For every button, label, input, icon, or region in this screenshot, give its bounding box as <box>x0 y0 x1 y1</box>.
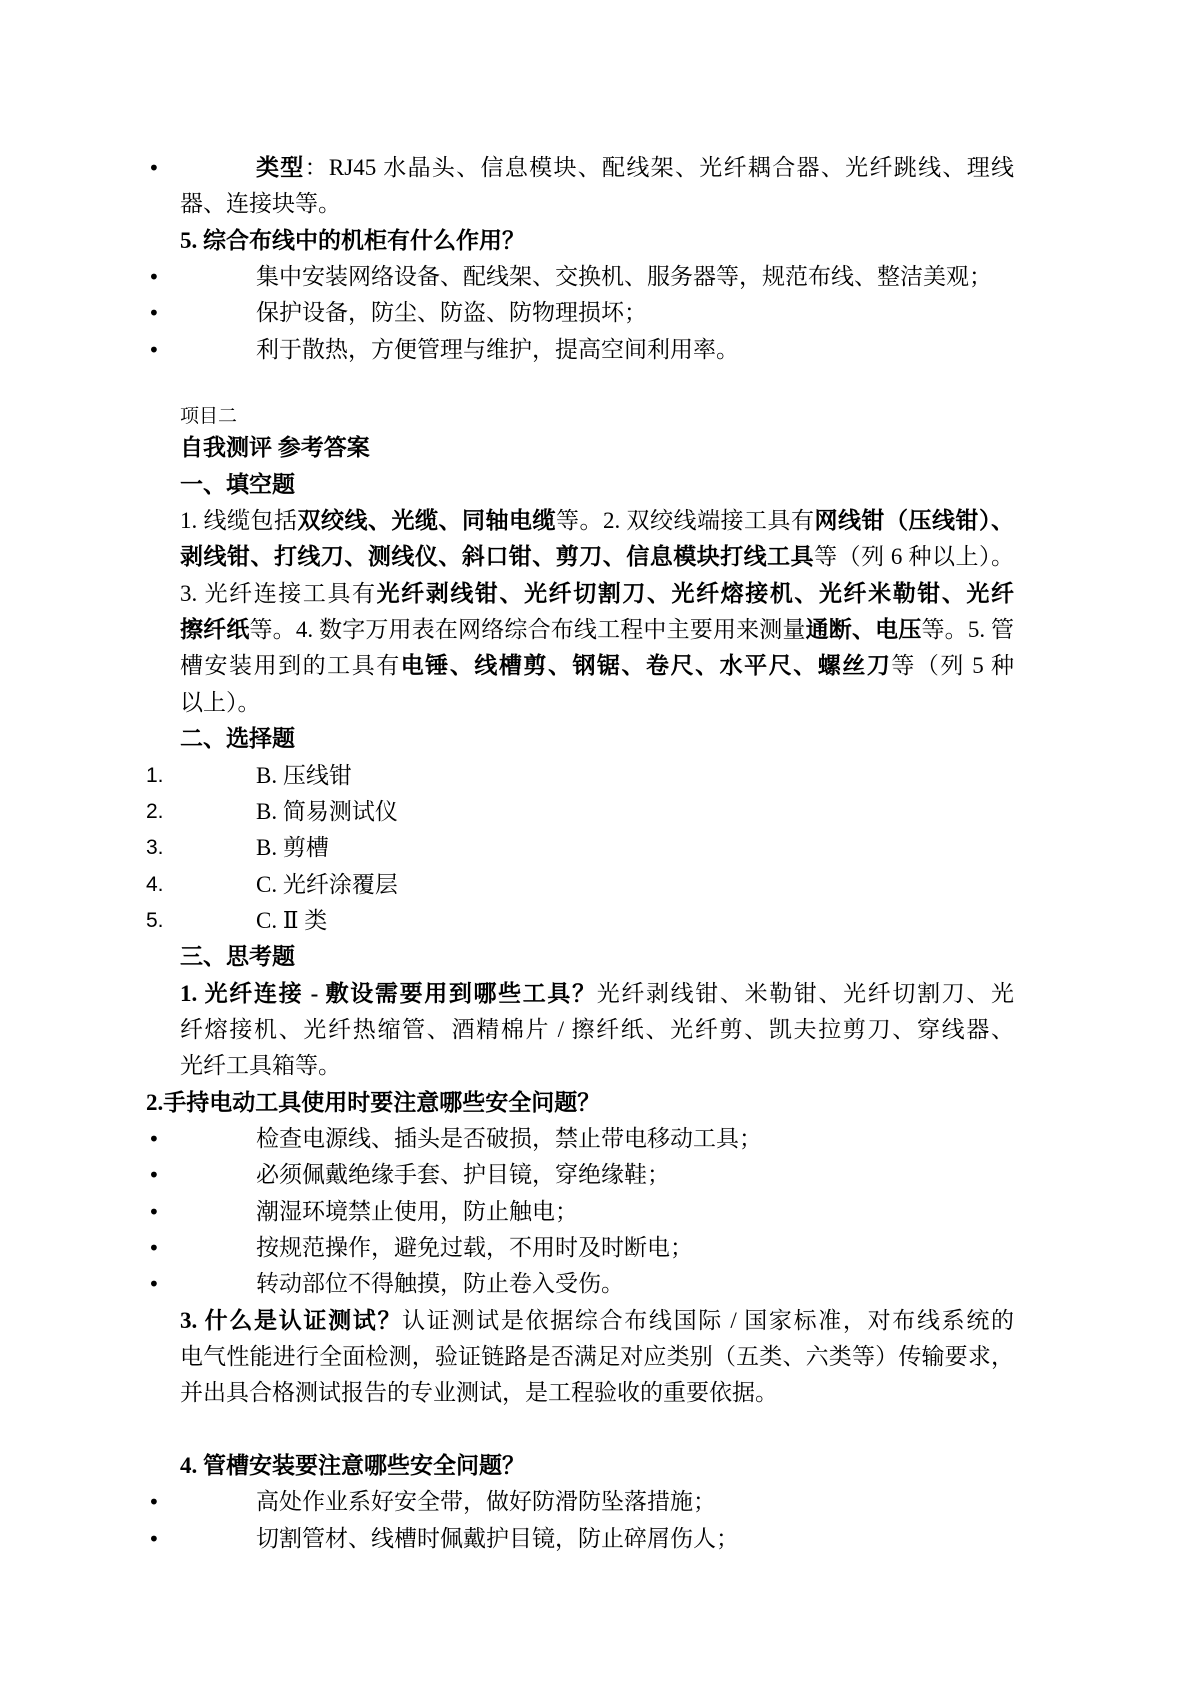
text-run: B. 剪槽 <box>256 835 329 861</box>
bullet-item <box>148 1121 1014 1157</box>
bullet-marker: • <box>148 1199 160 1224</box>
text-run: B. 简易测试仪 <box>256 798 398 824</box>
bold-text-run: 二、选择题 <box>180 726 295 752</box>
text-run: 槽安装用到的工具有 <box>180 653 401 679</box>
bullet-item <box>148 150 1015 223</box>
bullet-item <box>148 1484 1014 1520</box>
text-run: 高处作业系好安全带，做好防滑防坠落措施； <box>256 1489 716 1515</box>
bullet-item <box>148 1194 1014 1230</box>
bold-text-run: 一、填空题 <box>180 471 295 497</box>
bold-text-run: 通断、电压 <box>805 617 922 643</box>
bullet-marker: • <box>148 1272 160 1297</box>
text-line <box>180 1266 1014 1302</box>
text-line <box>180 576 1014 612</box>
bullet-marker: • <box>148 1526 160 1551</box>
bold-text-run: 3. 什么是认证测试？ <box>180 1307 403 1333</box>
bullet-marker: • <box>148 265 160 290</box>
bullet-marker: • <box>148 156 160 180</box>
text-line <box>180 721 1014 757</box>
text-line <box>180 1448 1014 1484</box>
bold-text-run: 4. 管槽安装要注意哪些安全问题？ <box>180 1453 525 1479</box>
bullet-marker: • <box>148 301 160 326</box>
bold-text-run: 类型 <box>256 155 305 180</box>
text-run: 光纤剥线钳、米勒钳、光纤切割刀、光 <box>596 980 1014 1006</box>
text-line <box>180 1484 1014 1520</box>
text-run: 光纤工具箱等。 <box>180 1053 341 1079</box>
text-line <box>146 1085 1014 1121</box>
text-run: 纤熔接机、光纤热缩管、酒精棉片 / 擦纤纸、光纤剪、凯夫拉剪刀、穿线器、 <box>180 1016 1014 1042</box>
text-line <box>180 939 1014 975</box>
blank-line <box>180 1412 1014 1448</box>
text-run: 1. 线缆包括 <box>180 508 298 534</box>
text-run: 必须佩戴绝缘手套、护目镜，穿绝缘鞋； <box>256 1162 670 1188</box>
text-line <box>180 186 1014 222</box>
choice-answer-item <box>146 794 1014 830</box>
text-line <box>180 648 1014 684</box>
bullet-item <box>148 295 1014 331</box>
heading <box>180 467 1014 503</box>
text-line <box>180 503 1014 539</box>
answer-paragraph <box>180 1303 1014 1412</box>
bold-text-run: 三、思考题 <box>180 944 295 970</box>
text-run: 保护设备，防尘、防盗、防物理损坏； <box>256 300 647 326</box>
text-run: C. Ⅱ 类 <box>256 907 328 933</box>
text-run: 按规范操作，避免过载，不用时及时断电； <box>256 1234 693 1260</box>
bullet-item <box>148 1157 1014 1193</box>
text-line <box>180 1157 1014 1193</box>
text-run: 集中安装网络设备、配线架、交换机、服务器等，规范布线、整洁美观； <box>256 264 992 290</box>
text-run: C. 光纤涂覆层 <box>256 871 398 897</box>
document-body <box>146 150 1015 1557</box>
bullet-item <box>148 1230 1014 1266</box>
text-line <box>180 1012 1014 1048</box>
bold-text-run: 1. 光纤连接 - 敷设需要用到哪些工具？ <box>180 980 597 1006</box>
text-line <box>180 758 1014 794</box>
text-run: 检查电源线、插头是否破损，禁止带电移动工具； <box>256 1125 762 1151</box>
text-run: 切割管材、线槽时佩戴护目镜，防止碎屑伤人； <box>256 1525 739 1551</box>
text-run: B. 压线钳 <box>256 762 352 788</box>
text-line <box>180 830 1014 866</box>
bold-text-run: 5. 综合布线中的机柜有什么作用？ <box>180 227 525 253</box>
text-run: 利于散热，方便管理与维护，提高空间利用率。 <box>256 336 739 362</box>
heading <box>180 223 1014 259</box>
bullet-marker: • <box>148 1490 160 1515</box>
bullet-marker: • <box>148 337 160 362</box>
text-run: 器、连接块等。 <box>180 191 341 217</box>
project-label <box>180 404 1014 430</box>
bold-text-run: 网线钳（压线钳）、 <box>814 508 1014 534</box>
text-line <box>180 794 1014 830</box>
text-line <box>180 1121 1014 1157</box>
text-run: 项目二 <box>180 406 238 428</box>
text-line <box>180 430 1014 466</box>
text-line <box>180 867 1014 903</box>
text-line <box>180 295 1014 331</box>
text-line <box>180 404 1014 430</box>
bullet-marker: • <box>148 1126 160 1151</box>
text-line <box>180 332 1014 368</box>
text-line <box>180 1339 1014 1375</box>
text-line <box>180 1303 1014 1339</box>
text-run: 认证测试是依据综合布线国际 / 国家标准，对布线系统的 <box>402 1307 1015 1333</box>
bold-text-run: 电锤、线槽剪、钢锯、卷尺、水平尺、螺丝刀 <box>400 653 892 679</box>
text-run: 并出具合格测试报告的专业测试，是工程验收的重要依据。 <box>180 1380 778 1406</box>
text-line <box>180 223 1014 259</box>
text-run: 等（列 6 种以上）。 <box>814 544 1015 570</box>
text-run: 电气性能进行全面检测，验证链路是否满足对应类别（五类、六类等）传输要求， <box>180 1344 1014 1369</box>
text-line <box>180 903 1014 939</box>
text-line <box>180 150 1014 186</box>
text-line <box>180 1048 1014 1084</box>
bullet-marker: • <box>148 1235 160 1260</box>
text-line <box>180 976 1014 1012</box>
text-line <box>180 685 1014 721</box>
choice-answer-item <box>146 867 1014 903</box>
list-number: 2. <box>146 799 164 823</box>
bold-text-run: 剥线钳、打线刀、测线仪、斜口钳、剪刀、信息模块打线工具 <box>180 544 815 570</box>
text-line <box>180 1521 1014 1557</box>
list-number: 4. <box>146 872 164 896</box>
bullet-marker: • <box>148 1163 160 1188</box>
choice-answer-item <box>146 830 1014 866</box>
choice-answer-item <box>146 758 1014 794</box>
list-number: 3. <box>146 836 164 860</box>
bold-text-run: 擦纤纸 <box>180 617 250 643</box>
bullet-item <box>148 1266 1014 1302</box>
text-line <box>180 259 1014 295</box>
heading <box>180 430 1014 466</box>
bold-text-run: 光纤剥线钳、光纤切割刀、光纤熔接机、光纤米勒钳、光纤 <box>376 580 1015 606</box>
bullet-item <box>148 1521 1014 1557</box>
list-number: 5. <box>146 908 164 932</box>
text-line <box>180 467 1014 503</box>
text-run: 等。4. 数字万用表在网络综合布线工程中主要用来测量 <box>249 617 806 643</box>
text-line <box>180 612 1014 648</box>
blank-line <box>180 368 1014 404</box>
heading <box>180 721 1014 757</box>
text-run: 等。5. 管 <box>921 617 1015 643</box>
list-number: 1. <box>146 763 164 787</box>
text-run: 转动部位不得触摸，防止卷入受伤。 <box>256 1271 624 1297</box>
bullet-item <box>148 332 1014 368</box>
heading <box>180 1448 1014 1484</box>
text-line <box>180 539 1014 575</box>
text-run: 潮湿环境禁止使用，防止触电； <box>256 1198 578 1224</box>
text-line <box>180 1375 1014 1411</box>
text-run: 等（列 5 种 <box>891 653 1015 679</box>
text-line <box>180 1230 1014 1266</box>
answer-paragraph <box>180 976 1014 1085</box>
heading <box>180 939 1014 975</box>
bullet-item <box>148 259 1014 295</box>
question-heading <box>146 1085 1014 1121</box>
answer-paragraph <box>180 503 1014 721</box>
bold-text-run: 双绞线、光缆、同轴电缆 <box>297 508 556 534</box>
text-line <box>180 1194 1014 1230</box>
bold-text-run: 自我测评 参考答案 <box>180 435 370 461</box>
choice-answer-item <box>146 903 1014 939</box>
bold-text-run: 2.手持电动工具使用时要注意哪些安全问题？ <box>146 1089 601 1115</box>
text-run: 等。2. 双绞线端接工具有 <box>556 508 815 534</box>
text-run: 3. 光纤连接工具有 <box>180 580 377 606</box>
text-run: ：RJ45 水晶头、信息模块、配线架、光纤耦合器、光纤跳线、理线 <box>304 155 1015 180</box>
text-run: 以上）。 <box>180 689 261 715</box>
